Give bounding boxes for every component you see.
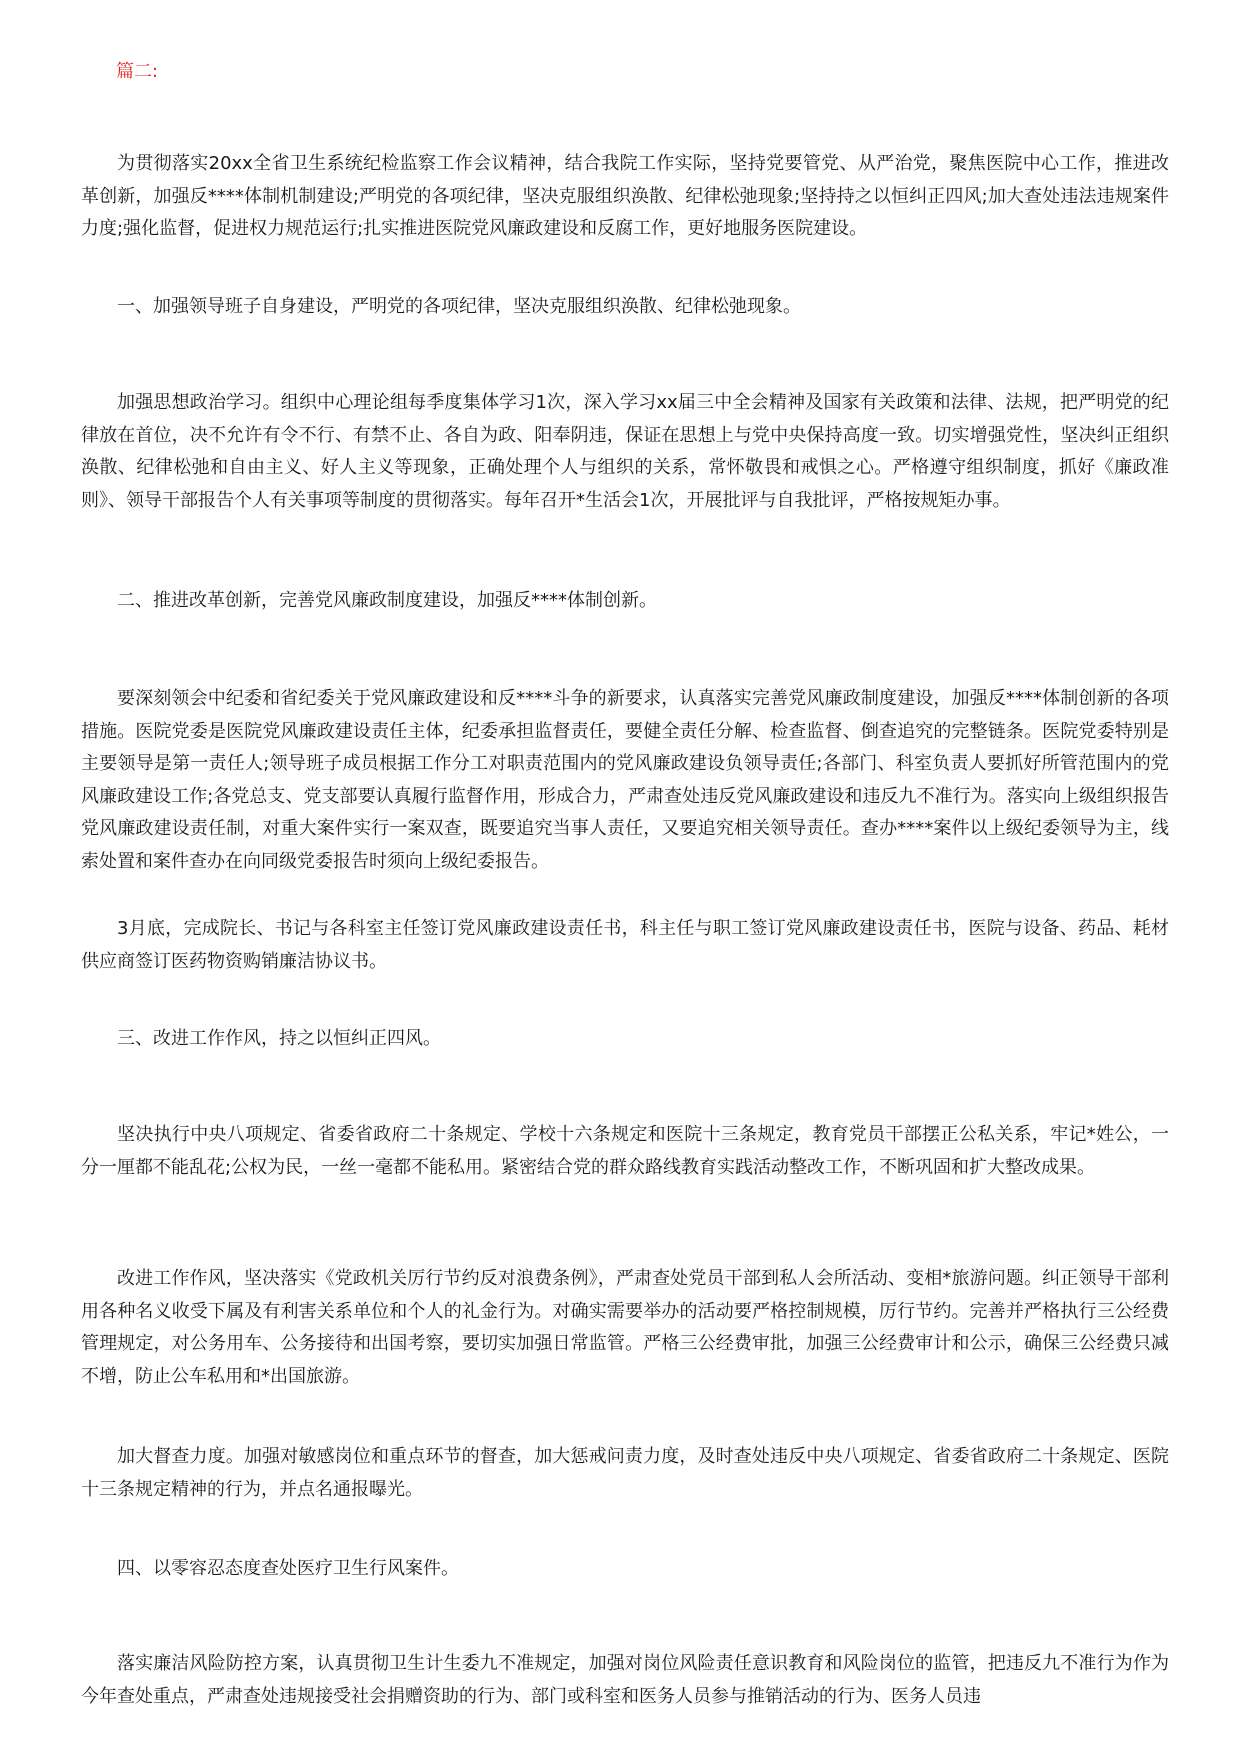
paragraph-work-style: 改进工作作风，坚决落实《党政机关厉行节约反对浪费条例》，严肃查处党员干部到私人会所活动、变相*旅游问题。纠正领导干部利用各种名义收受下属及有利害关系单位和个人的礼金行为。对确实需要举办的活动要严格控制规模，厉行节约。完善并严格执行三公经费管理规定，对公务用车、公务接待和出国考察，要切实加强日常监管。严格三公经费审批，加强三公经费审计和公示，确保三公经费只减不增，防止公车私用和*出国旅游。 <box>81 1268 1169 1387</box>
paragraph-eight-rules: 坚决执行中央八项规定、省委省政府二十条规定、学校十六条规定和医院十三条规定，教育党员干部摆正公私关系，牢记*姓公，一分一厘都不能乱花;公权为民，一丝一毫都不能私用。紧密结合党的群众路线教育实践活动整改工作，不断巩固和扩大整改成果。 <box>81 1124 1169 1178</box>
section-heading-4: 四、以零容忍态度查处医疗卫生行风案件。 <box>117 1558 459 1579</box>
section-heading-1: 一、加强领导班子自身建设，严明党的各项纪律，坚决克服组织涣散、纪律松弛现象。 <box>117 296 801 317</box>
paragraph-study: 加强思想政治学习。组织中心理论组每季度集体学习1次，深入学习xx届三中全会精神及国家有关政策和法律、法规，把严明党的纪律放在首位，决不允许有令不行、有禁不止、各自为政、阳奉阴违，保证在思想上与党中央保持高度一致。切实增强党性，坚决纠正组织涣散、纪律松弛和自由主义、好人主义等现象，正确处理个人与组织的关系，常怀敬畏和戒惧之心。严格遵守组织制度，抓好《廉政准则》、领导干部报告个人有关事项等制度的贯彻落实。每年召开*生活会1次，开展批评与自我批评，严格按规矩办事。 <box>81 392 1169 511</box>
intro-paragraph: 为贯彻落实20xx全省卫生系统纪检监察工作会议精神，结合我院工作实际，坚持党要管党、从严治党，聚焦医院中心工作，推进改革创新，加强反****体制机制建设;严明党的各项纪律，坚决克服组织涣散、纪律松弛现象;坚持持之以恒纠正四风;加大查处违法违规案件力度;强化监督，促进权力规范运行;扎实推进医院党风廉政建设和反腐工作，更好地服务医院建设。 <box>81 153 1169 239</box>
paragraph-risk-control: 落实廉洁风险防控方案，认真贯彻卫生计生委九不准规定，加强对岗位风险责任意识教育和风险岗位的监管，把违反九不准行为作为今年查处重点，严肃查处违规接受社会捐赠资助的行为、部门或科室和医务人员参与推销活动的行为、医务人员违 <box>81 1653 1169 1707</box>
section-tag: 篇二: <box>116 61 159 82</box>
paragraph-march: 3月底，完成院长、书记与各科室主任签订党风廉政建设责任书，科主任与职工签订党风廉政建设责任书，医院与设备、药品、耗材供应商签订医药物资购销廉洁协议书。 <box>81 918 1169 972</box>
paragraph-supervision: 加大督查力度。加强对敏感岗位和重点环节的督查，加大惩戒问责力度，及时查处违反中央八项规定、省委省政府二十条规定、医院十三条规定精神的行为，并点名通报曝光。 <box>81 1446 1169 1500</box>
section-heading-2: 二、推进改革创新，完善党风廉政制度建设，加强反****体制创新。 <box>117 590 657 611</box>
paragraph-responsibility: 要深刻领会中纪委和省纪委关于党风廉政建设和反****斗争的新要求，认真落实完善党风廉政制度建设，加强反****体制创新的各项措施。医院党委是医院党风廉政建设责任主体，纪委承担监督责任，要健全责任分解、检查监督、倒查追究的完整链条。医院党委特别是主要领导是第一责任人;领导班子成员根据工作分工对职责范围内的党风廉政建设负领导责任;各部门、科室负责人要抓好所管范围内的党风廉政建设工作;各党总支、党支部要认真履行监督作用，形成合力，严肃查处违反党风廉政建设和违反九不准行为。落实向上级组织报告党风廉政建设责任制，对重大案件实行一案双查，既要追究当事人责任，又要追究相关领导责任。查办****案件以上级纪委领导为主，线索处置和案件查办在向同级党委报告时须向上级纪委报告。 <box>81 688 1169 872</box>
section-heading-3: 三、改进工作作风，持之以恒纠正四风。 <box>117 1028 441 1049</box>
